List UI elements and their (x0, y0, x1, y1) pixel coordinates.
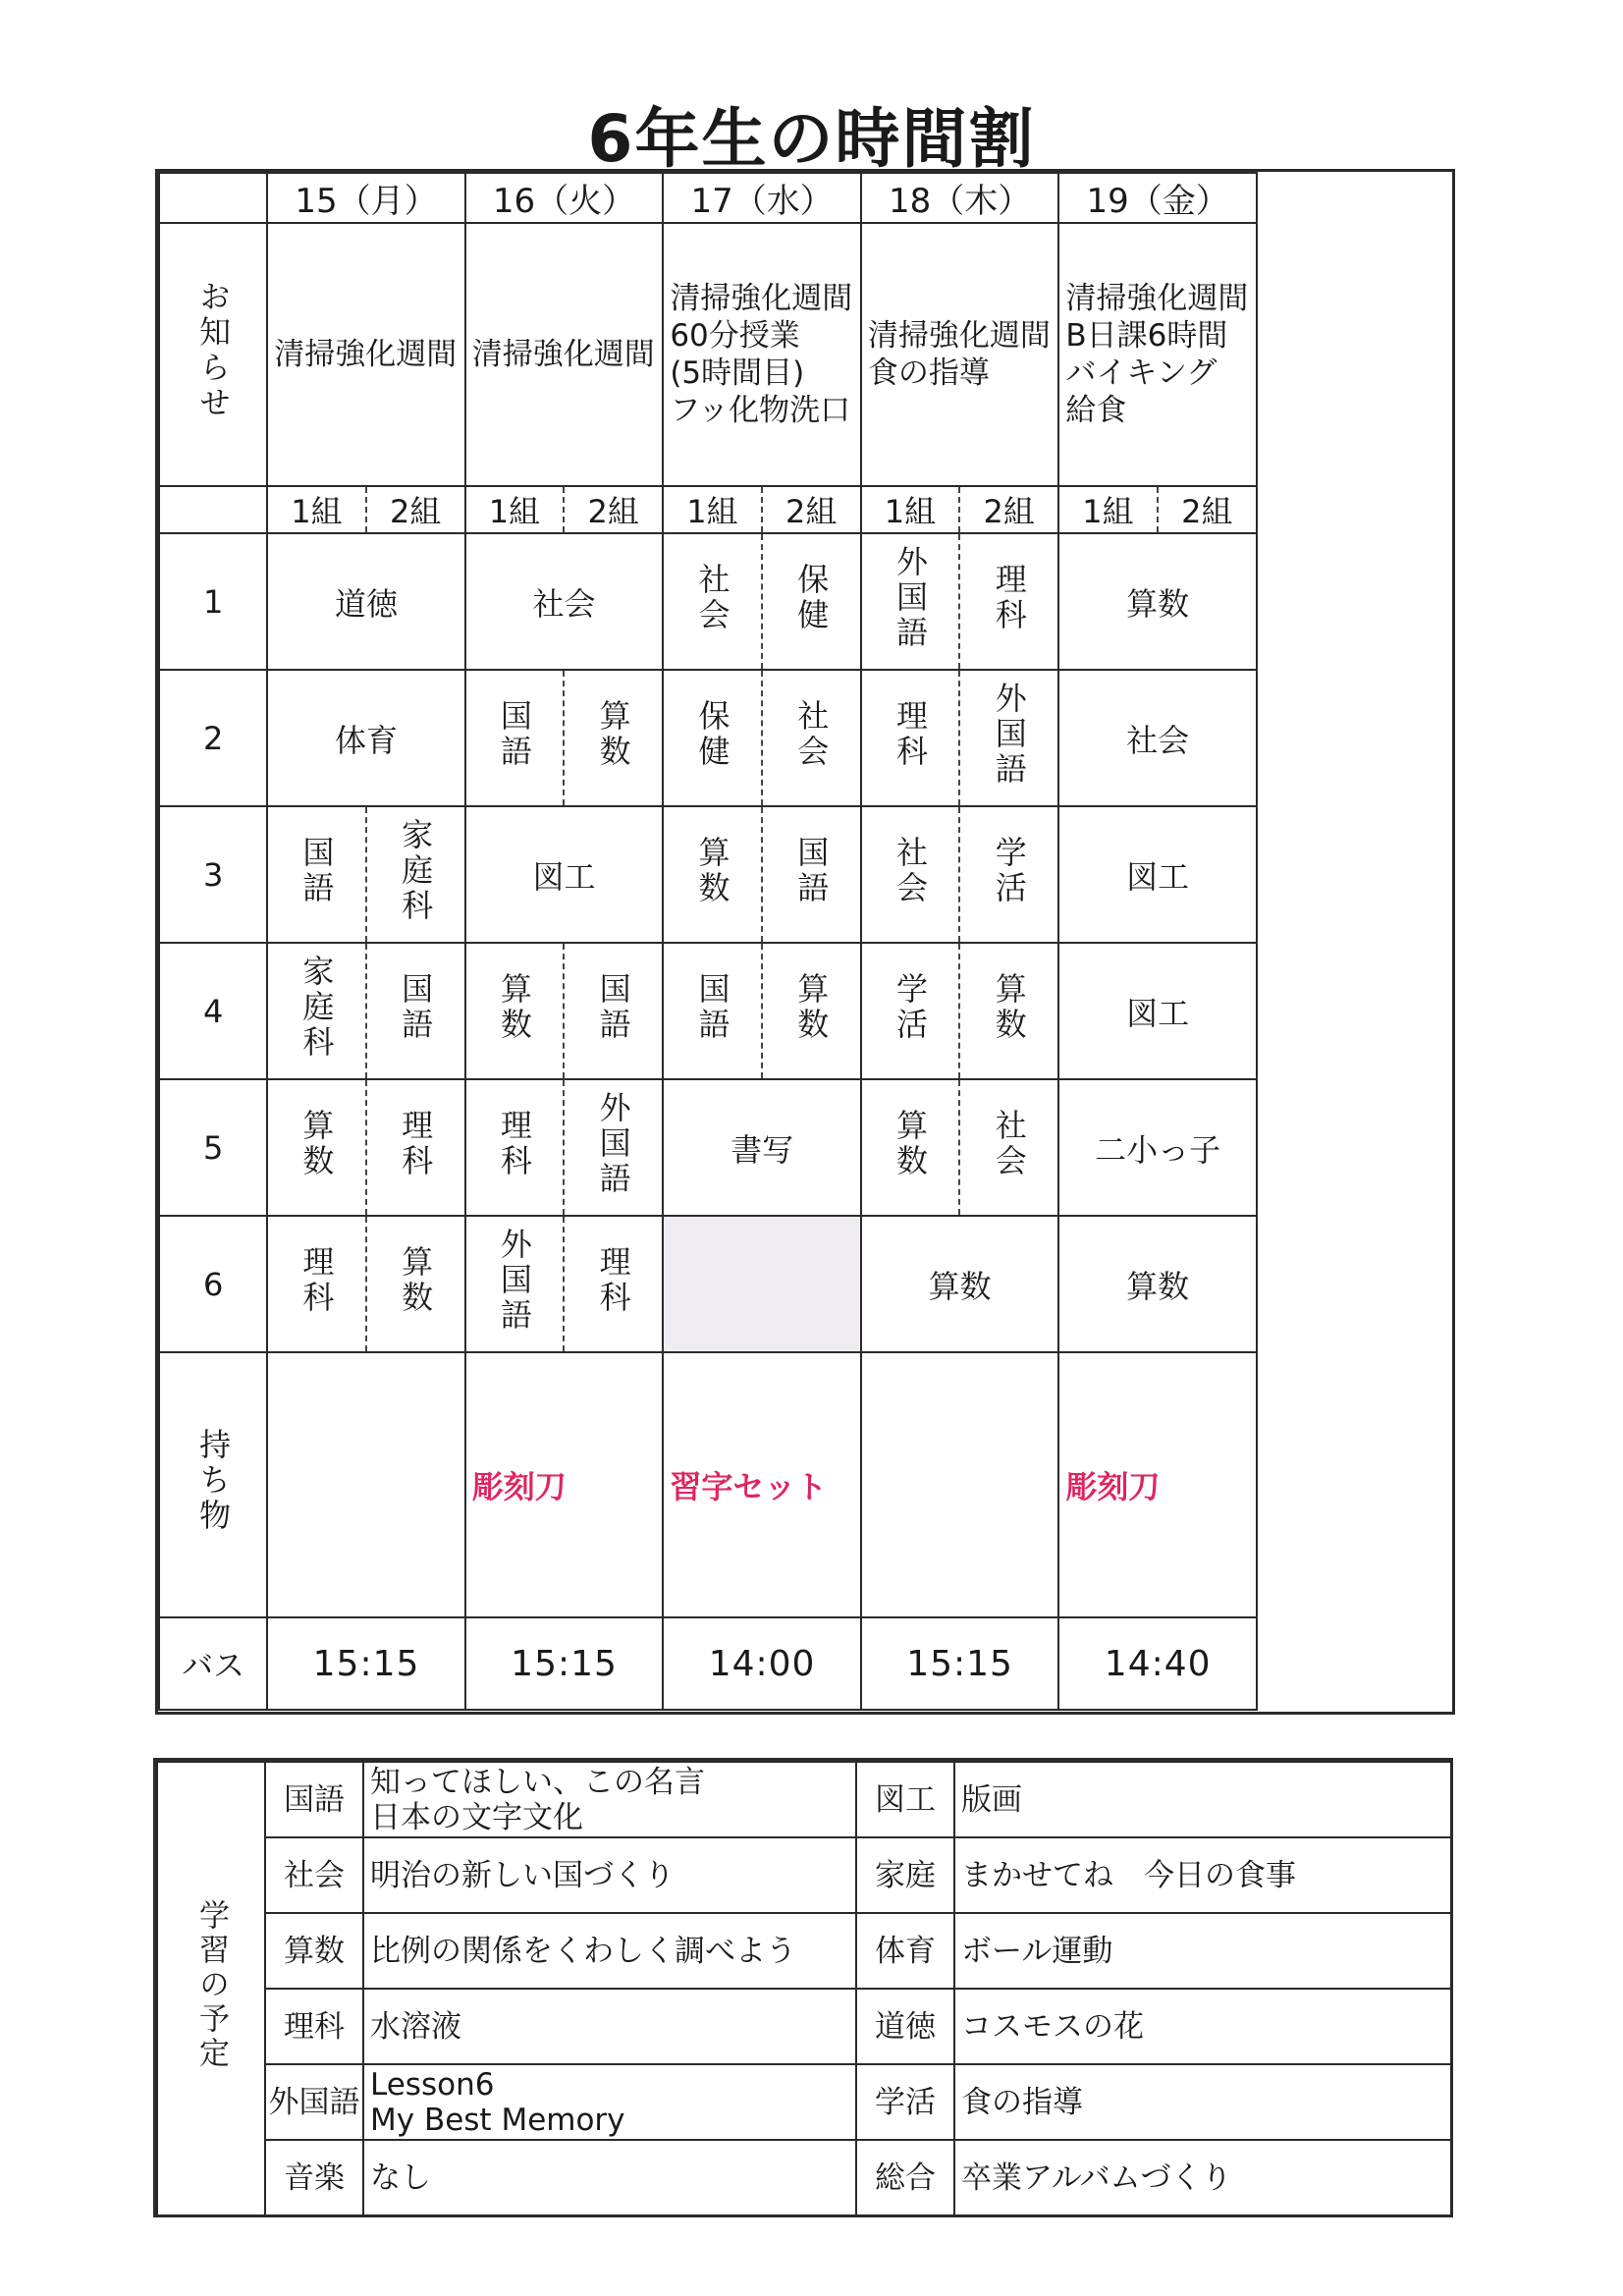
subject-cell (959, 1079, 1058, 1216)
study-subject: 家庭 (856, 1837, 954, 1913)
subject-cell: 算数 (1058, 1216, 1257, 1352)
items-label: 持ち物 (194, 1428, 233, 1534)
study-content: 食の指導 (954, 2064, 1451, 2140)
notice-thu: 清掃強化週間 食の指導 (861, 223, 1059, 486)
subject-cell (564, 670, 663, 806)
class1-wed: 1組 (663, 486, 761, 533)
period-number: 5 (159, 1079, 267, 1216)
study-subject: 音楽 (265, 2140, 363, 2215)
study-row (157, 1989, 1451, 2064)
timetable (158, 172, 1258, 1711)
subject-label: 外国語 (990, 681, 1028, 788)
subject-cell (564, 1079, 663, 1216)
subject-label: 国語 (298, 835, 336, 906)
bus-time-thu: 15:15 (861, 1617, 1059, 1710)
study-subject: 社会 (265, 1837, 363, 1913)
class2-tue: 2組 (564, 486, 663, 533)
subject-cell (959, 533, 1058, 670)
subject-label: 国語 (397, 971, 435, 1043)
subject-cell: 図工 (1058, 943, 1257, 1079)
subject-cell (366, 1079, 465, 1216)
period-row-1 (159, 533, 1257, 670)
subject-cell (861, 943, 959, 1079)
subject-label: 算数 (495, 971, 533, 1043)
subject-label: 国語 (792, 835, 831, 906)
item-thu (861, 1352, 1059, 1617)
period-row-5 (159, 1079, 1257, 1216)
class2-fri: 2組 (1158, 486, 1257, 533)
day-header-mon: 15（月） (267, 173, 465, 223)
subject-cell (564, 943, 663, 1079)
item-fri: 彫刻刀 (1058, 1352, 1257, 1617)
subject-cell: 社会 (465, 533, 664, 670)
subject-label: 社会 (693, 562, 731, 633)
items-label-cell (159, 1352, 267, 1617)
subject-cell (267, 943, 365, 1079)
subject-label: 国語 (594, 971, 632, 1043)
study-subject: 理科 (265, 1989, 363, 2064)
page-title: 6年生の時間割 (587, 101, 1036, 177)
subject-cell (366, 943, 465, 1079)
study-subject: 算数 (265, 1913, 363, 1989)
bus-time-tue: 15:15 (465, 1617, 664, 1710)
study-subject: 外国語 (265, 2064, 363, 2140)
study-content: ボール運動 (954, 1913, 1451, 1989)
class-header-corner (159, 486, 267, 533)
subject-cell (663, 806, 761, 943)
notice-fri: 清掃強化週間 B日課6時間 バイキング 給食 (1058, 223, 1257, 486)
subject-label: 社会 (990, 1108, 1028, 1179)
day-header-row (159, 173, 1257, 223)
subject-cell (267, 1079, 365, 1216)
subject-cell (762, 533, 861, 670)
subject-cell (663, 943, 761, 1079)
period-number: 1 (159, 533, 267, 670)
subject-label: 国語 (495, 698, 533, 770)
item-tue: 彫刻刀 (465, 1352, 664, 1617)
study-content: 水溶液 (363, 1989, 856, 2064)
subject-label: 算数 (792, 971, 831, 1043)
notice-tue: 清掃強化週間 (465, 223, 664, 486)
corner-cell (159, 173, 267, 223)
subject-cell (663, 670, 761, 806)
subject-cell (861, 670, 959, 806)
subject-cell (465, 943, 564, 1079)
subject-label: 家庭科 (298, 954, 336, 1061)
class1-thu: 1組 (861, 486, 959, 533)
subject-cell: 書写 (663, 1079, 861, 1216)
class1-tue: 1組 (465, 486, 564, 533)
bus-time-wed: 14:00 (663, 1617, 861, 1710)
study-content: 比例の関係をくわしく調べよう (363, 1913, 856, 1989)
study-content: 明治の新しい国づくり (363, 1837, 856, 1913)
notice-row (159, 223, 1257, 486)
subject-cell (267, 806, 365, 943)
study-content: なし (363, 2140, 856, 2215)
subject-cell: 社会 (1058, 670, 1257, 806)
subject-cell (762, 670, 861, 806)
study-subject: 図工 (856, 1762, 954, 1837)
subject-label: 算数 (298, 1108, 336, 1179)
study-plan-table (156, 1761, 1452, 2216)
subject-label: 理科 (397, 1108, 435, 1179)
period-number: 3 (159, 806, 267, 943)
subject-label: 保健 (792, 562, 831, 633)
subject-cell (465, 670, 564, 806)
study-content: 卒業アルバムづくり (954, 2140, 1451, 2215)
notice-label: お知らせ (194, 280, 233, 421)
period-row-4 (159, 943, 1257, 1079)
day-header-thu: 18（木） (861, 173, 1059, 223)
notice-label-cell (159, 223, 267, 486)
day-header-fri: 19（金） (1058, 173, 1257, 223)
subject-cell: 算数 (861, 1216, 1059, 1352)
subject-cell: 図工 (1058, 806, 1257, 943)
class2-wed: 2組 (762, 486, 861, 533)
period-row-3 (159, 806, 1257, 943)
study-subject: 道徳 (856, 1989, 954, 2064)
study-subject: 学活 (856, 2064, 954, 2140)
bus-time-fri: 14:40 (1058, 1617, 1257, 1710)
period-number: 2 (159, 670, 267, 806)
class1-fri: 1組 (1058, 486, 1157, 533)
subject-cell: 二小っ子 (1058, 1079, 1257, 1216)
study-subject: 国語 (265, 1762, 363, 1837)
study-row (157, 1913, 1451, 1989)
notice-wed: 清掃強化週間 60分授業 (5時間目) フッ化物洗口 (663, 223, 861, 486)
subject-label: 外国語 (594, 1090, 632, 1197)
period-number: 4 (159, 943, 267, 1079)
subject-cell (861, 1079, 959, 1216)
subject-cell: 図工 (465, 806, 664, 943)
bus-label: バス (159, 1617, 267, 1710)
subject-label: 算数 (693, 835, 731, 906)
subject-cell (762, 806, 861, 943)
subject-cell (366, 1216, 465, 1352)
subject-label: 算数 (990, 971, 1028, 1043)
study-label-cell (157, 1762, 265, 2215)
subject-cell (762, 943, 861, 1079)
subject-cell (959, 806, 1058, 943)
subject-label: 家庭科 (397, 817, 435, 924)
empty-shaded-cell (663, 1216, 861, 1352)
subject-label: 算数 (594, 698, 632, 770)
subject-cell: 体育 (267, 670, 465, 806)
study-row (157, 1762, 1451, 1837)
class1-mon: 1組 (267, 486, 365, 533)
subject-label: 理科 (990, 562, 1028, 633)
day-header-tue: 16（火） (465, 173, 664, 223)
subject-cell (465, 1079, 564, 1216)
subject-cell (861, 806, 959, 943)
study-subject: 総合 (856, 2140, 954, 2215)
item-wed: 習字セット (663, 1352, 861, 1617)
subject-label: 算数 (397, 1244, 435, 1316)
study-subject: 体育 (856, 1913, 954, 1989)
study-row (157, 2140, 1451, 2215)
subject-label: 理科 (594, 1244, 632, 1316)
study-row (157, 2064, 1451, 2140)
study-content: コスモスの花 (954, 1989, 1451, 2064)
subject-cell: 算数 (1058, 533, 1257, 670)
study-content: Lesson6 My Best Memory (363, 2064, 856, 2140)
class2-mon: 2組 (366, 486, 465, 533)
bus-row (159, 1617, 1257, 1710)
class-header-row (159, 486, 1257, 533)
subject-label: 国語 (693, 971, 731, 1043)
study-label: 学習の予定 (193, 1898, 229, 2071)
subject-label: 保健 (693, 698, 731, 770)
bus-time-mon: 15:15 (267, 1617, 465, 1710)
subject-cell (465, 1216, 564, 1352)
subject-label: 理科 (495, 1108, 533, 1179)
subject-label: 理科 (891, 698, 929, 770)
subject-label: 学活 (990, 835, 1028, 906)
notice-mon: 清掃強化週間 (267, 223, 465, 486)
subject-cell (663, 533, 761, 670)
class2-thu: 2組 (959, 486, 1058, 533)
period-row-6 (159, 1216, 1257, 1352)
subject-cell (861, 533, 959, 670)
subject-label: 学活 (891, 971, 929, 1043)
subject-cell (959, 670, 1058, 806)
study-row (157, 1837, 1451, 1913)
study-content: 知ってほしい、この名言 日本の文字文化 (363, 1762, 856, 1837)
item-mon (267, 1352, 465, 1617)
period-number: 6 (159, 1216, 267, 1352)
subject-cell (959, 943, 1058, 1079)
subject-label: 理科 (298, 1244, 336, 1316)
items-row (159, 1352, 1257, 1617)
subject-label: 算数 (891, 1108, 929, 1179)
subject-label: 外国語 (495, 1227, 533, 1334)
subject-label: 外国語 (891, 544, 929, 651)
subject-cell (564, 1216, 663, 1352)
subject-cell: 道徳 (267, 533, 465, 670)
subject-cell (366, 806, 465, 943)
day-header-wed: 17（水） (663, 173, 861, 223)
study-content: 版画 (954, 1762, 1451, 1837)
study-content: まかせてね 今日の食事 (954, 1837, 1451, 1913)
subject-cell (267, 1216, 365, 1352)
subject-label: 社会 (792, 698, 831, 770)
subject-label: 社会 (891, 835, 929, 906)
period-row-2 (159, 670, 1257, 806)
